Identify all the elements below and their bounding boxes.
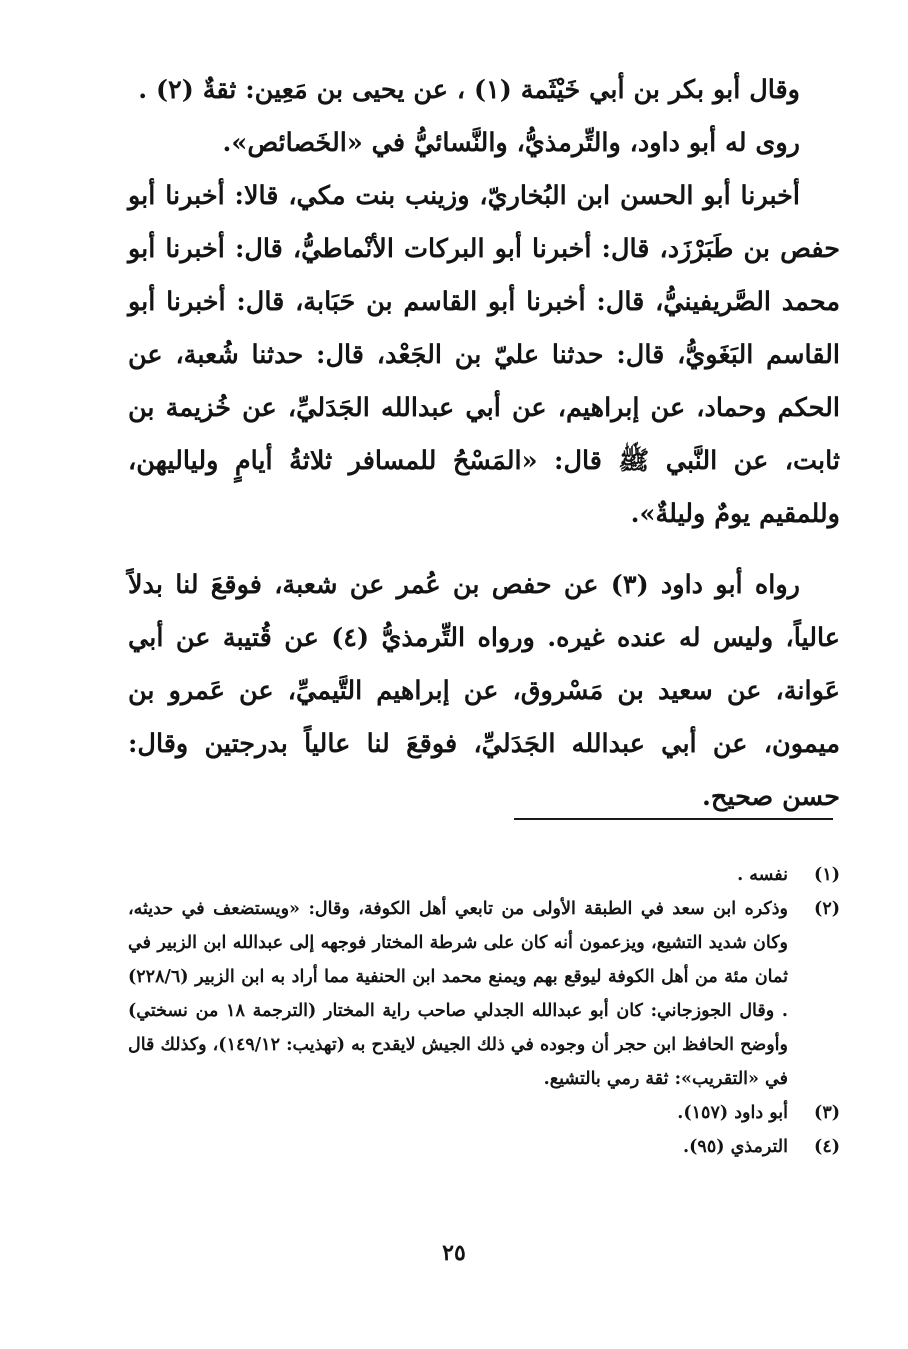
footnote [128,892,840,1096]
paragraph-1: وقال أبو بكر بن أبي خَيْثَمة (١) ، عن يحيى بن مَعِين: ثقةٌ (٢) . [138,75,800,105]
main-text [128,64,840,824]
footnote-number: (٣) [814,1103,840,1123]
footnote-text: الترمذي (٩٥). [683,1137,788,1157]
footnote-text: وذكره ابن سعد في الطبقة الأولى من تابعي أهل الكوفة، وقال: «ويستضعف في حديثه، وكان شديد التشيع، ويزعمون أنه كان على شرطة المختار فوجهه إلى عبدالله ابن الزبير في ثمان مئة من أهل الكوفة ليوقع بهم ويمنع محمد ابن الحنفية مما أراد به ابن الزبير (٢٢٨/٦) . وقال الجوزجاني: كان أبو عبدالله الجدلي صاحب راية المختار (الترجمة ١٨ من نسختي) وأوضح الحافظ ابن حجر أن وجوده في ذلك الجيش لايقدح به (تهذيب: ١٤٩/١٢)، وكذلك قال في «التقريب»: ثقة رمي بالتشيع. [128,899,788,1089]
footnote-text: أبو داود (١٥٧). [677,1103,788,1123]
footnotes [128,858,840,1164]
paragraph-2: روى له أبو داود، والتِّرمذيُّ، والنَّسائيُّ في «الخَصائص». [222,128,800,158]
footnote-number: (١) [814,865,840,885]
page-number: ٢٥ [442,1240,466,1266]
footnote [128,1096,840,1130]
footnote-text: نفسه . [737,865,788,885]
footnote [128,858,840,892]
footnote-number: (٢) [814,899,840,919]
footnote-number: (٤) [814,1137,840,1157]
paragraph-4: رواه أبو داود (٣) عن حفص بن عُمر عن شعبة، فوقعَ لنا بدلاً عالياً، وليس له عنده غيره. ورواه التِّرمذيُّ (٤) عن قُتيبة عن أبي عَوانة، عن سعيد بن مَسْروق، عن إبراهيم التَّيميِّ، عن عَمرو بن ميمون، عن أبي عبدالله الجَدَليِّ، فوقعَ لنا عالياً بدرجتين وقال: حسن صحيح. [128,570,840,812]
footnote-divider [514,818,833,820]
footnote [128,1130,840,1164]
paragraph-3: أخبرنا أبو الحسن ابن البُخاريّ، وزينب بنت مكي، قالا: أخبرنا أبو حفص بن طَبَرْزَد، قال: أخبرنا أبو البركات الأنْماطيُّ، قال: أخبرنا أبو محمد الصَّريفينيُّ، قال: أخبرنا أبو القاسم بن حَبَابة، قال: أخبرنا أبو القاسم البَغَويُّ، قال: حدثنا عليّ بن الجَعْد، قال: حدثنا شُعبة، عن الحكم وحماد، عن إبراهيم، عن أبي عبدالله الجَدَليِّ، عن خُزيمة بن ثابت، عن النَّبي ﷺ قال: «المَسْحُ للمسافر ثلاثةُ أيامٍ ولياليهن، وللمقيم يومٌ وليلةٌ». [128,181,840,529]
